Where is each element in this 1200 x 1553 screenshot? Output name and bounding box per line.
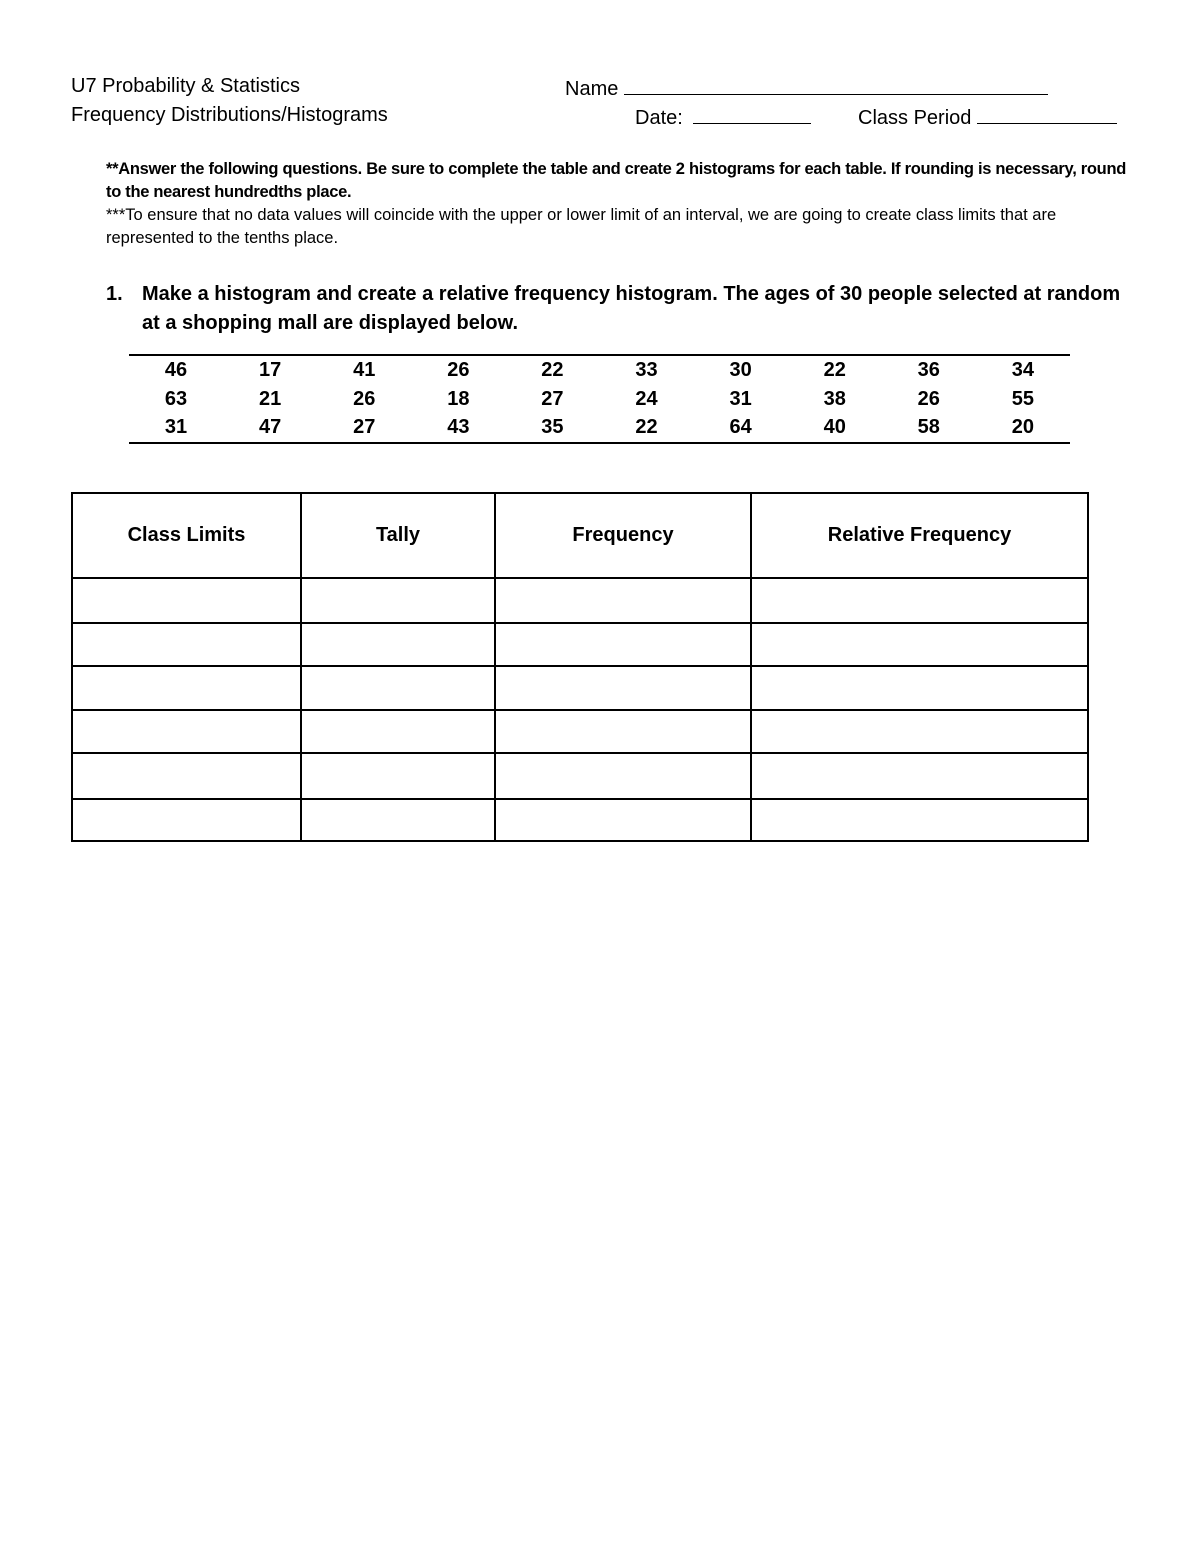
- frequency-table-header: [72, 493, 1088, 578]
- data-cell: 20: [1011, 416, 1035, 438]
- name-field[interactable]: [624, 74, 1048, 95]
- data-row: [129, 356, 1070, 385]
- data-cell: 24: [635, 387, 658, 410]
- relative-frequency-cell[interactable]: [751, 753, 1088, 799]
- question-text: Make a histogram and create a relative frequency histogram. The ages of 30 people selected at random at a shopping mall are displayed below.: [142, 283, 1121, 334]
- data-cell: 31: [164, 416, 188, 438]
- tally-cell[interactable]: [301, 799, 495, 841]
- data-cell: 26: [353, 387, 376, 410]
- header-frequency: Frequency: [495, 493, 751, 578]
- instructions-plain: ***To ensure that no data values will coincide with the upper or lower limit of an interval, we are going to create class limits that are represented to the tenths place.: [106, 206, 1057, 247]
- date-field[interactable]: [693, 103, 811, 124]
- relative-frequency-cell[interactable]: [751, 710, 1088, 753]
- date-label: Date:: [635, 107, 683, 129]
- data-cell: 47: [259, 416, 282, 438]
- data-cell: 41: [353, 359, 376, 381]
- class-limits-cell[interactable]: [72, 666, 301, 710]
- frequency-table: [71, 492, 1089, 842]
- frequency-cell[interactable]: [495, 666, 751, 710]
- table-row: [72, 710, 1088, 753]
- tally-cell[interactable]: [301, 578, 495, 623]
- table-row: [72, 666, 1088, 710]
- data-cell: 64: [729, 416, 752, 438]
- data-cell: 22: [635, 416, 658, 438]
- class-limits-cell[interactable]: [72, 623, 301, 666]
- instructions-bold: **Answer the following questions. Be sure to complete the table and create 2 histograms for each table. If rounding is necessary, round to the nearest hundredths place.: [106, 160, 1127, 201]
- data-cell: 17: [259, 359, 282, 381]
- data-cell: 38: [823, 387, 846, 410]
- data-cell: 40: [823, 416, 846, 438]
- data-cell: 43: [447, 416, 470, 438]
- data-cell: 36: [917, 359, 940, 381]
- data-cell: 26: [917, 387, 940, 410]
- name-label: Name: [565, 78, 619, 100]
- data-cell: 21: [259, 387, 282, 410]
- class-period-label: Class Period: [858, 107, 972, 129]
- table-row: [72, 799, 1088, 841]
- topic-title: Frequency Distributions/Histograms: [71, 104, 388, 126]
- data-cell: 31: [729, 387, 752, 410]
- data-cell: 26: [447, 359, 470, 381]
- frequency-cell[interactable]: [495, 799, 751, 841]
- data-cell: 30: [729, 359, 752, 381]
- date-row: [635, 103, 811, 130]
- data-row: [129, 385, 1070, 414]
- instructions: [106, 158, 1136, 250]
- table-row: [72, 753, 1088, 799]
- data-cell: 22: [823, 359, 846, 381]
- class-limits-cell[interactable]: [72, 710, 301, 753]
- data-cell: 58: [917, 416, 940, 438]
- header-class-limits: Class Limits: [72, 493, 301, 578]
- class-period-row: [858, 103, 1117, 130]
- data-cell: 18: [447, 387, 470, 410]
- data-cell: 33: [635, 359, 658, 381]
- frequency-cell[interactable]: [495, 753, 751, 799]
- table-row: [72, 623, 1088, 666]
- tally-cell[interactable]: [301, 666, 495, 710]
- relative-frequency-cell[interactable]: [751, 623, 1088, 666]
- class-limits-cell[interactable]: [72, 799, 301, 841]
- data-cell: 27: [353, 416, 376, 438]
- tally-cell[interactable]: [301, 753, 495, 799]
- relative-frequency-cell[interactable]: [751, 666, 1088, 710]
- question-number: 1.: [106, 283, 123, 305]
- relative-frequency-cell[interactable]: [751, 578, 1088, 623]
- tally-cell[interactable]: [301, 710, 495, 753]
- data-cell: 63: [164, 387, 188, 410]
- name-row: [565, 74, 1048, 101]
- header-relative-frequency: Relative Frequency: [751, 493, 1088, 578]
- data-cell: 27: [541, 387, 564, 410]
- frequency-cell[interactable]: [495, 710, 751, 753]
- ages-data-table: [129, 354, 1070, 444]
- header-tally: Tally: [301, 493, 495, 578]
- relative-frequency-cell[interactable]: [751, 799, 1088, 841]
- course-title: U7 Probability & Statistics: [71, 75, 300, 97]
- frequency-cell[interactable]: [495, 623, 751, 666]
- data-row: [129, 413, 1070, 442]
- class-period-field[interactable]: [977, 103, 1117, 124]
- data-cell: 35: [541, 416, 564, 438]
- data-cell: 55: [1011, 387, 1035, 410]
- data-cell: 22: [541, 359, 564, 381]
- data-cell: 46: [164, 359, 188, 381]
- tally-cell[interactable]: [301, 623, 495, 666]
- class-limits-cell[interactable]: [72, 753, 301, 799]
- class-limits-cell[interactable]: [72, 578, 301, 623]
- frequency-cell[interactable]: [495, 578, 751, 623]
- data-cell: 34: [1011, 359, 1035, 381]
- table-row: [72, 578, 1088, 623]
